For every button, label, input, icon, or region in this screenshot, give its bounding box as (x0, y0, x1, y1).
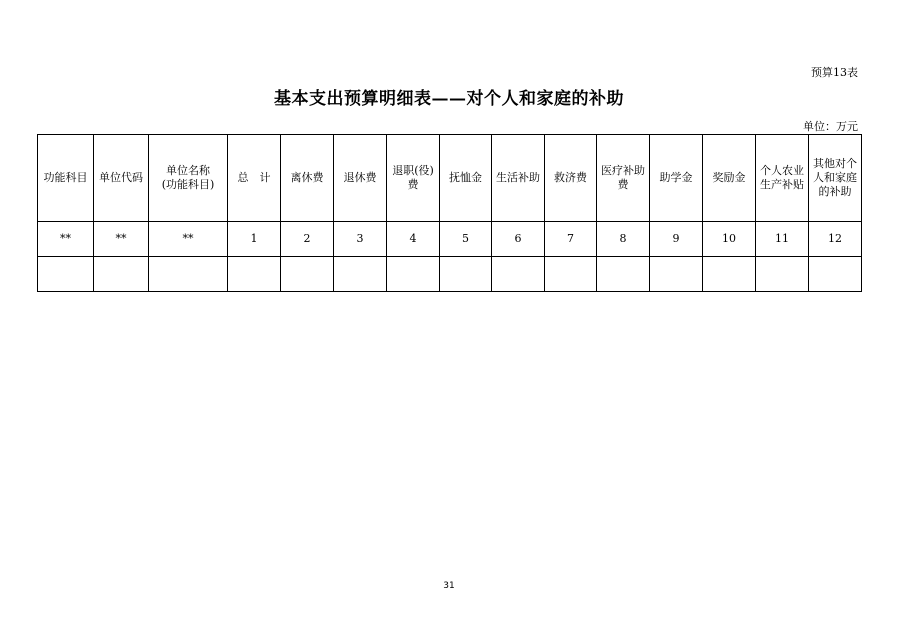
code-cell: ** (38, 222, 94, 257)
empty-data-row (38, 257, 862, 292)
code-cell: 1 (228, 222, 281, 257)
empty-cell (492, 257, 545, 292)
header-cell-total: 总 计 (228, 135, 281, 222)
code-row (38, 222, 862, 257)
header-cell-unit-name: 单位名称 (功能科目) (149, 135, 228, 222)
empty-cell (440, 257, 492, 292)
empty-cell (545, 257, 597, 292)
empty-cell (94, 257, 149, 292)
page-number: 31 (443, 581, 455, 591)
header-cell-pension: 抚恤金 (440, 135, 492, 222)
header-cell-scholarship: 助学金 (650, 135, 703, 222)
code-cell: 4 (387, 222, 440, 257)
header-cell-living-subsidy: 生活补助 (492, 135, 545, 222)
code-cell: 11 (756, 222, 809, 257)
unit-label: 单位：万元 (803, 120, 858, 133)
code-cell: 6 (492, 222, 545, 257)
code-cell: 2 (281, 222, 334, 257)
code-cell: 10 (703, 222, 756, 257)
header-cell-unit-code: 单位代码 (94, 135, 149, 222)
header-cell-retirement-cadre: 离休费 (281, 135, 334, 222)
header-cell-medical-subsidy: 医疗补助 费 (597, 135, 650, 222)
header-cell-retirement: 退休费 (334, 135, 387, 222)
header-cell-function-subject: 功能科目 (38, 135, 94, 222)
empty-cell (703, 257, 756, 292)
header-cell-relief: 救济费 (545, 135, 597, 222)
header-cell-agri-subsidy: 个人农业 生产补贴 (756, 135, 809, 222)
empty-cell (334, 257, 387, 292)
empty-cell (281, 257, 334, 292)
form-code: 预算13表 (811, 66, 858, 79)
empty-cell (650, 257, 703, 292)
code-cell: ** (149, 222, 228, 257)
header-cell-resignation: 退职(役) 费 (387, 135, 440, 222)
header-cell-other-subsidy: 其他对个 人和家庭 的补助 (809, 135, 862, 222)
code-cell: 3 (334, 222, 387, 257)
empty-cell (228, 257, 281, 292)
header-cell-bonus: 奖励金 (703, 135, 756, 222)
code-cell: 7 (545, 222, 597, 257)
empty-cell (756, 257, 809, 292)
code-cell: 5 (440, 222, 492, 257)
empty-cell (149, 257, 228, 292)
empty-cell (387, 257, 440, 292)
code-cell: 12 (809, 222, 862, 257)
empty-cell (38, 257, 94, 292)
empty-cell (597, 257, 650, 292)
budget-table (37, 134, 862, 292)
header-row (38, 135, 862, 222)
code-cell: 9 (650, 222, 703, 257)
code-cell: 8 (597, 222, 650, 257)
page-title: 基本支出预算明细表——对个人和家庭的补助 (274, 89, 624, 109)
code-cell: ** (94, 222, 149, 257)
empty-cell (809, 257, 862, 292)
